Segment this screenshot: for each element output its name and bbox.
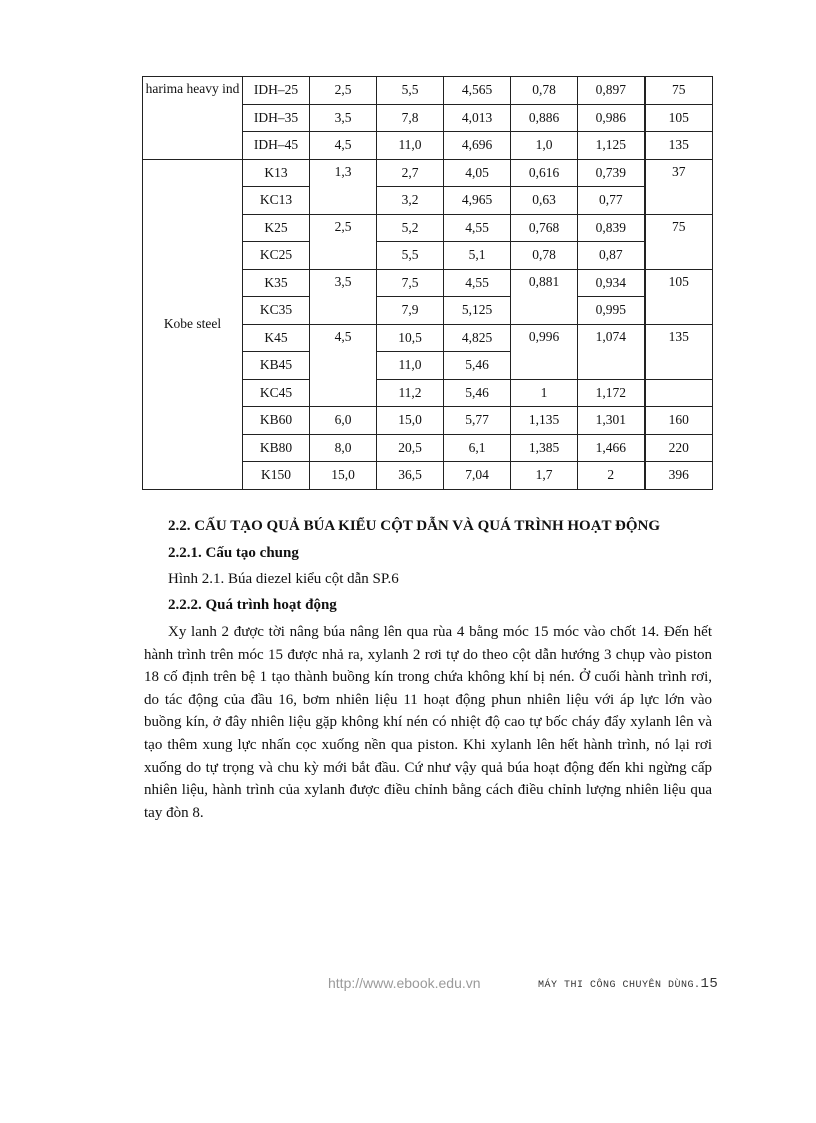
value-cell: 1 bbox=[511, 379, 578, 407]
value-cell bbox=[645, 379, 713, 407]
value-cell: 0,87 bbox=[578, 242, 645, 270]
value-cell: 0,77 bbox=[578, 187, 645, 215]
value-cell: 4,55 bbox=[444, 269, 511, 297]
value-cell: 1,3 bbox=[310, 159, 377, 214]
value-cell: 3,2 bbox=[377, 187, 444, 215]
value-cell: 5,125 bbox=[444, 297, 511, 325]
value-cell: 7,9 bbox=[377, 297, 444, 325]
maker-cell-harima: harima heavy ind bbox=[143, 77, 243, 160]
value-cell: 37 bbox=[645, 159, 713, 214]
value-cell: 135 bbox=[645, 324, 713, 379]
subsection-heading-operation: 2.2.2. Quá trình hoạt động bbox=[168, 597, 337, 613]
value-cell: 36,5 bbox=[377, 462, 444, 490]
value-cell: 0,995 bbox=[578, 297, 645, 325]
value-cell: 7,04 bbox=[444, 462, 511, 490]
value-cell: 5,5 bbox=[377, 77, 444, 105]
model-cell: KC35 bbox=[243, 297, 310, 325]
value-cell: 2,5 bbox=[310, 77, 377, 105]
value-cell: 4,825 bbox=[444, 324, 511, 352]
subsection-heading-structure: 2.2.1. Cấu tạo chung bbox=[168, 545, 299, 561]
value-cell: 11,0 bbox=[377, 132, 444, 160]
footer-running-title bbox=[538, 976, 718, 992]
value-cell: 1,466 bbox=[578, 434, 645, 462]
model-cell: K150 bbox=[243, 462, 310, 490]
value-cell: 4,013 bbox=[444, 104, 511, 132]
value-cell: 0,897 bbox=[578, 77, 645, 105]
footer-url: http://www.ebook.edu.vn bbox=[328, 975, 481, 991]
value-cell: 7,5 bbox=[377, 269, 444, 297]
value-cell: 1,0 bbox=[511, 132, 578, 160]
value-cell: 396 bbox=[645, 462, 713, 490]
model-cell: K25 bbox=[243, 214, 310, 242]
value-cell: 8,0 bbox=[310, 434, 377, 462]
value-cell: 5,46 bbox=[444, 352, 511, 380]
value-cell: 5,2 bbox=[377, 214, 444, 242]
specification-table bbox=[142, 76, 713, 490]
value-cell: 220 bbox=[645, 434, 713, 462]
value-cell: 1,7 bbox=[511, 462, 578, 490]
body-paragraph: Xy lanh 2 được tời nâng búa nâng lên qua rùa 4 bằng móc 15 móc vào chốt 14. Đến hết hành trình trên móc 15 được nhả ra, xylanh 2 rơi tự do theo cột dẫn hướng 3 chụp vào piston 18 cố định trên bệ 1 tạo thành buồng kín trong chứa không khí bị nén. Ở cuối hành trình rơi, do tác động của đầu 16, bơm nhiên liệu 11 hoạt động phun nhiên liệu với áp lực lớn vào buồng kín, ở đây nhiên liệu gặp không khí nén có nhiệt độ cao tự bốc cháy đẩy xylanh lên và tạo thêm xung lực nhấn cọc xuống nền qua piston. Khi xylanh lên hết hành trình, nó lại rơi xuống do tự trọng và chu kỳ mới bắt đầu. Cứ như vậy quả búa hoạt động đến khi ngừng cấp nhiên liệu, hành trình của xylanh được điều chỉnh bằng cách điều chỉnh lượng nhiên liệu qua tay đòn 8. bbox=[144, 624, 712, 821]
value-cell: 4,5 bbox=[310, 132, 377, 160]
value-cell: 1,385 bbox=[511, 434, 578, 462]
value-cell: 2,5 bbox=[310, 214, 377, 269]
value-cell: 0,739 bbox=[578, 159, 645, 187]
value-cell: 0,63 bbox=[511, 187, 578, 215]
value-cell: 1,301 bbox=[578, 407, 645, 435]
model-cell: KB60 bbox=[243, 407, 310, 435]
value-cell: 105 bbox=[645, 104, 713, 132]
section-heading: 2.2. CẤU TẠO QUẢ BÚA KIỂU CỘT DẪN VÀ QUÁ TRÌNH HOẠT ĐỘNG bbox=[168, 518, 661, 534]
value-cell: 0,881 bbox=[511, 269, 578, 324]
figure-caption: Hình 2.1. Búa diezel kiểu cột dẫn SP.6 bbox=[168, 571, 399, 587]
value-cell: 0,886 bbox=[511, 104, 578, 132]
value-cell: 4,05 bbox=[444, 159, 511, 187]
value-cell: 0,839 bbox=[578, 214, 645, 242]
value-cell: 1,172 bbox=[578, 379, 645, 407]
value-cell: 2,7 bbox=[377, 159, 444, 187]
value-cell: 105 bbox=[645, 269, 713, 324]
value-cell: 5,5 bbox=[377, 242, 444, 270]
value-cell: 0,78 bbox=[511, 77, 578, 105]
running-title: MÁY THI CÔNG CHUYÊN DÙNG. bbox=[538, 980, 701, 991]
page-number: 15 bbox=[700, 976, 719, 992]
value-cell: 160 bbox=[645, 407, 713, 435]
value-cell: 3,5 bbox=[310, 269, 377, 324]
value-cell: 5,46 bbox=[444, 379, 511, 407]
value-cell: 0,768 bbox=[511, 214, 578, 242]
model-cell: KB45 bbox=[243, 352, 310, 380]
maker-cell-kobe: Kobe steel bbox=[143, 159, 243, 489]
value-cell: 10,5 bbox=[377, 324, 444, 352]
value-cell: 75 bbox=[645, 77, 713, 105]
value-cell: 4,965 bbox=[444, 187, 511, 215]
value-cell: 0,78 bbox=[511, 242, 578, 270]
value-cell: 2 bbox=[578, 462, 645, 490]
model-cell: K35 bbox=[243, 269, 310, 297]
value-cell: 1,125 bbox=[578, 132, 645, 160]
value-cell: 0,986 bbox=[578, 104, 645, 132]
value-cell: 6,0 bbox=[310, 407, 377, 435]
value-cell: 4,696 bbox=[444, 132, 511, 160]
value-cell: 1,074 bbox=[578, 324, 645, 379]
value-cell: 4,55 bbox=[444, 214, 511, 242]
model-cell: IDH–35 bbox=[243, 104, 310, 132]
table-row bbox=[143, 159, 713, 187]
value-cell: 7,8 bbox=[377, 104, 444, 132]
value-cell: 15,0 bbox=[310, 462, 377, 490]
section-content bbox=[144, 516, 712, 824]
value-cell: 1,135 bbox=[511, 407, 578, 435]
value-cell: 11,0 bbox=[377, 352, 444, 380]
value-cell: 75 bbox=[645, 214, 713, 269]
value-cell: 3,5 bbox=[310, 104, 377, 132]
value-cell: 4,5 bbox=[310, 324, 377, 407]
value-cell: 4,565 bbox=[444, 77, 511, 105]
value-cell: 0,996 bbox=[511, 324, 578, 379]
model-cell: K13 bbox=[243, 159, 310, 187]
value-cell: 0,934 bbox=[578, 269, 645, 297]
value-cell: 5,1 bbox=[444, 242, 511, 270]
table-row bbox=[143, 77, 713, 105]
model-cell: KB80 bbox=[243, 434, 310, 462]
value-cell: 5,77 bbox=[444, 407, 511, 435]
model-cell: KC45 bbox=[243, 379, 310, 407]
model-cell: IDH–25 bbox=[243, 77, 310, 105]
value-cell: 6,1 bbox=[444, 434, 511, 462]
value-cell: 0,616 bbox=[511, 159, 578, 187]
value-cell: 135 bbox=[645, 132, 713, 160]
model-cell: KC25 bbox=[243, 242, 310, 270]
value-cell: 20,5 bbox=[377, 434, 444, 462]
model-cell: IDH–45 bbox=[243, 132, 310, 160]
model-cell: KC13 bbox=[243, 187, 310, 215]
model-cell: K45 bbox=[243, 324, 310, 352]
value-cell: 15,0 bbox=[377, 407, 444, 435]
value-cell: 11,2 bbox=[377, 379, 444, 407]
